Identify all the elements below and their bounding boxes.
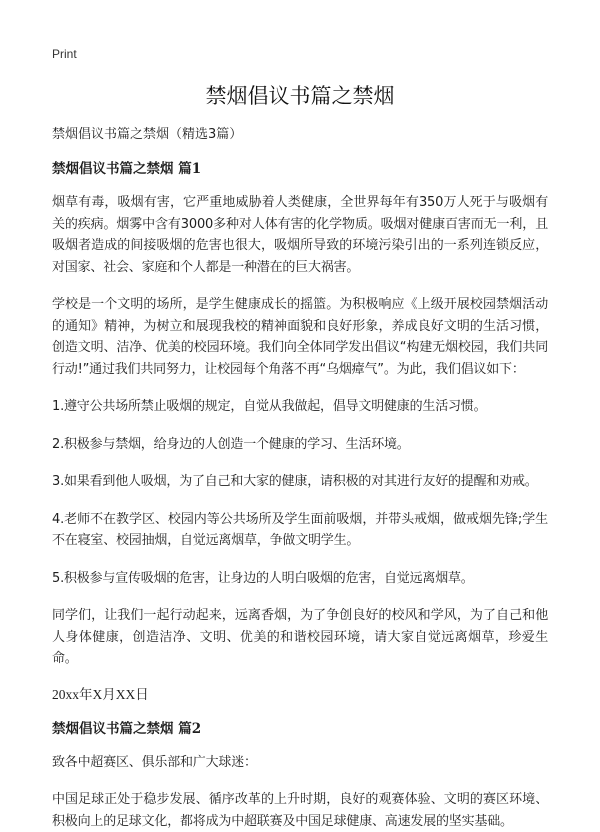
section-1-item-4: 4.老师不在教学区、校园内等公共场所及学生面前吸烟，并带头戒烟，做戒烟先锋;学生不在寝室、校园抽烟，自觉远离烟草，争做文明学生。 — [52, 511, 548, 548]
section-1-item-5: 5.积极参与宣传吸烟的危害，让身边的人明白吸烟的危害，自觉远离烟草。 — [52, 570, 474, 586]
page-subtitle: 禁烟倡议书篇之禁烟（精选3篇） — [52, 127, 243, 142]
section-1-item-3: 3.如果看到他人吸烟，为了自己和大家的健康，请积极的对其进行友好的提醒和劝戒。 — [52, 474, 538, 489]
section-1-paragraph-2: 学校是一个文明的场所，是学生健康成长的摇篮。为积极响应《上级开展校园禁烟活动的通知》精神，为树立和展现我校的精神面貌和良好形象，养成良好文明的生活习惯，创造文明、洁净、优美的校园环境。我们向全体同学发出倡议“构建无烟校园，我们共同行动!”通过我们共同努力，让校园每个角落不再“乌烟瘴气”。为此，我们倡议如下： — [52, 297, 548, 377]
section-1-closing-paragraph: 同学们，让我们一起行动起来，远离香烟，为了争创良好的校风和学风，为了自己和他人身体健康，创造洁净、文明、优美的和谐校园环境，请大家自觉远离烟草，珍爱生命。 — [52, 608, 548, 666]
section-1-paragraph-1: 烟草有毒，吸烟有害，它严重地威胁着人类健康，全世界每年有350万人死于与吸烟有关的疾病。烟雾中含有3000多种对人体有害的化学物质。吸烟对健康百害而无一利，且吸烟者造成的间接吸烟的危害也很大，吸烟所导致的环境污染引出的一系列连锁反应，对国家、社会、家庭和个人都是一种潜在的巨大祸害。 — [52, 195, 548, 275]
section-1-heading: 禁烟倡议书篇之禁烟 篇1 — [52, 161, 202, 177]
page-title: 禁烟倡议书篇之禁烟 — [205, 84, 395, 108]
section-1-date: 20xx年X月XX日 — [52, 686, 149, 702]
section-2-paragraph-1: 中国足球正处于稳步发展、循序改革的上升时期，良好的观赛体验、文明的赛区环境、积极向上的足球文化，都将成为中超联赛及中国足球健康、高速发展的坚实基础。 — [52, 792, 548, 829]
section-1-item-2: 2.积极参与禁烟，给身边的人创造一个健康的学习、生活环境。 — [52, 436, 410, 452]
section-1-item-1: 1.遵守公共场所禁止吸烟的规定，自觉从我做起，倡导文明健康的生活习惯。 — [52, 399, 487, 414]
section-2-heading: 禁烟倡议书篇之禁烟 篇2 — [52, 720, 202, 737]
print-label[interactable]: Print — [52, 47, 77, 61]
section-2-salutation: 致各中超赛区、俱乐部和广大球迷： — [52, 754, 257, 770]
